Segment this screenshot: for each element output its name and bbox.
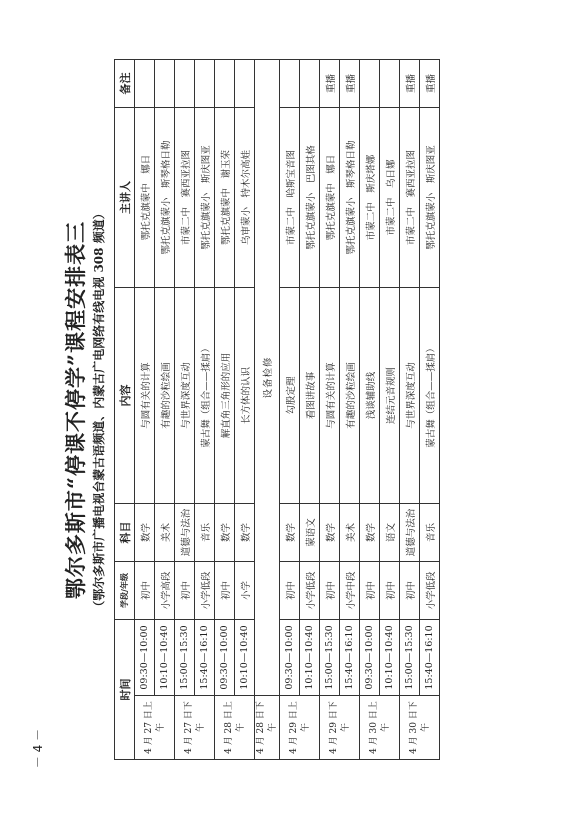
note-cell <box>155 60 175 108</box>
subject-cell: 道德与法治 <box>400 504 420 562</box>
note-cell <box>135 60 155 108</box>
time-cell: 10:10—10:40 <box>235 620 255 696</box>
table-row <box>300 60 320 760</box>
grade-cell: 初中 <box>175 562 195 620</box>
content-cell: 浅谈辅助线 <box>360 288 380 504</box>
subject-cell: 数学 <box>215 504 235 562</box>
time-cell: 09:30—10:00 <box>135 620 155 696</box>
date-cell: 4 月 27 日上午 <box>135 696 175 760</box>
header-lecturer: 主讲人 <box>115 108 135 288</box>
subject-cell: 数学 <box>235 504 255 562</box>
table-row <box>420 60 440 760</box>
table-row <box>235 60 255 760</box>
content-cell: 有趣的沙粒绘画 <box>340 288 360 504</box>
grade-cell: 初中 <box>360 562 380 620</box>
note-cell <box>215 60 235 108</box>
lecturer-cell: 市蒙二中 乌日娜 <box>380 108 400 288</box>
content-cell: 长方体的认识 <box>235 288 255 504</box>
header-content: 内容 <box>115 288 135 504</box>
table-row <box>135 60 155 760</box>
note-cell <box>235 60 255 108</box>
content-cell: 勾股定理 <box>280 288 300 504</box>
page-number: － 4 － <box>31 728 46 769</box>
note-cell <box>280 60 300 108</box>
grade-cell: 小学低段 <box>195 562 215 620</box>
time-cell: 15:00—15:30 <box>320 620 340 696</box>
header-note: 备注 <box>115 60 135 108</box>
table-row <box>215 60 235 760</box>
note-cell <box>175 60 195 108</box>
note-cell <box>195 60 215 108</box>
date-cell: 4 月 27 日下午 <box>175 696 215 760</box>
table-header-row <box>115 60 135 760</box>
lecturer-cell: 市蒙二中 哈斯宝音图 <box>280 108 300 288</box>
table-row <box>380 60 400 760</box>
time-cell: 10:10—10:40 <box>300 620 320 696</box>
subject-cell: 道德与法治 <box>175 504 195 562</box>
content-cell: 蒙古舞（组合——揉肩） <box>195 288 215 504</box>
subject-cell: 美术 <box>340 504 360 562</box>
note-cell: 重播 <box>320 60 340 108</box>
grade-cell: 小学高段 <box>155 562 175 620</box>
time-cell: 09:30—10:00 <box>360 620 380 696</box>
time-cell: 15:40—16:10 <box>420 620 440 696</box>
subject-cell: 数学 <box>320 504 340 562</box>
content-cell: 蒙古舞（组合——揉肩） <box>420 288 440 504</box>
document-title: 鄂尔多斯市“停课不停学”课程安排表三 <box>63 220 88 600</box>
table-row <box>155 60 175 760</box>
subject-cell: 音乐 <box>420 504 440 562</box>
subject-cell: 美术 <box>155 504 175 562</box>
lecturer-cell: 鄂托克旗蒙中 谢玉荣 <box>215 108 235 288</box>
header-grade: 学段/年级 <box>115 562 135 620</box>
grade-cell: 小学低段 <box>420 562 440 620</box>
header-time: 时间 <box>115 620 135 760</box>
subject-cell: 蒙语文 <box>300 504 320 562</box>
table-row <box>360 60 380 760</box>
lecturer-cell: 市蒙二中 赛西亚拉图 <box>400 108 420 288</box>
lecturer-cell: 鄂托克旗蒙小 巴图其格 <box>300 108 320 288</box>
lecturer-cell: 鄂托克旗蒙中 娜日 <box>320 108 340 288</box>
header-subject: 科目 <box>115 504 135 562</box>
lecturer-cell: 鄂托克旗蒙中 娜日 <box>135 108 155 288</box>
maintenance-cell: 设备检修 <box>255 60 280 696</box>
document-subtitle: （鄂尔多斯市广播电视台蒙古语频道、内蒙古广电网络有线电视 308 频道） <box>92 207 106 613</box>
time-cell: 09:30—10:00 <box>280 620 300 696</box>
table-row <box>400 60 420 760</box>
note-cell: 重播 <box>340 60 360 108</box>
grade-cell: 小学中段 <box>340 562 360 620</box>
content-cell: 解直角三角形的应用 <box>215 288 235 504</box>
lecturer-cell: 鄂托克旗蒙小 斯琴格日勒 <box>155 108 175 288</box>
table-row <box>320 60 340 760</box>
content-cell: 与圆有关的计算 <box>320 288 340 504</box>
subject-cell: 音乐 <box>195 504 215 562</box>
grade-cell: 初中 <box>135 562 155 620</box>
date-cell: 4 月 28 日上午 <box>215 696 255 760</box>
content-cell: 与世界深度互动 <box>400 288 420 504</box>
subject-cell: 数学 <box>360 504 380 562</box>
note-cell <box>300 60 320 108</box>
time-cell: 15:00—15:30 <box>400 620 420 696</box>
note-cell <box>380 60 400 108</box>
time-cell: 15:40—16:10 <box>195 620 215 696</box>
lecturer-cell: 市蒙二中 斯庆塔娜 <box>360 108 380 288</box>
table-row <box>175 60 195 760</box>
note-cell: 重播 <box>400 60 420 108</box>
grade-cell: 初中 <box>320 562 340 620</box>
content-cell: 与圆有关的计算 <box>135 288 155 504</box>
subject-cell: 数学 <box>280 504 300 562</box>
lecturer-cell: 乌审蒙小 特木尔高娃 <box>235 108 255 288</box>
date-cell: 4 月 29 日下午 <box>320 696 360 760</box>
note-cell: 重播 <box>420 60 440 108</box>
grade-cell: 初中 <box>280 562 300 620</box>
lecturer-cell: 鄂托克旗蒙小 斯琴格日勒 <box>340 108 360 288</box>
table-row <box>280 60 300 760</box>
lecturer-cell: 市蒙二中 赛西亚拉图 <box>175 108 195 288</box>
date-cell: 4 月 30 日上午 <box>360 696 400 760</box>
content-cell: 看图讲故事 <box>300 288 320 504</box>
time-cell: 09:30—10:00 <box>215 620 235 696</box>
content-cell: 与世界深度互动 <box>175 288 195 504</box>
date-cell: 4 月 30 日下午 <box>400 696 440 760</box>
lecturer-cell: 鄂托克旗蒙小 斯庆图亚 <box>195 108 215 288</box>
time-cell: 10:10—10:40 <box>155 620 175 696</box>
schedule-table <box>114 59 440 760</box>
content-cell: 有趣的沙粒绘画 <box>155 288 175 504</box>
lecturer-cell: 鄂托克旗蒙小 斯庆图亚 <box>420 108 440 288</box>
grade-cell: 初中 <box>215 562 235 620</box>
rotated-content <box>58 60 498 760</box>
grade-cell: 初中 <box>380 562 400 620</box>
content-cell: 连结元音规则 <box>380 288 400 504</box>
table-row <box>195 60 215 760</box>
subject-cell: 语文 <box>380 504 400 562</box>
note-cell <box>360 60 380 108</box>
date-cell: 4 月 29 日上午 <box>280 696 320 760</box>
time-cell: 15:00—15:30 <box>175 620 195 696</box>
grade-cell: 小学 <box>235 562 255 620</box>
time-cell: 10:10—10:40 <box>380 620 400 696</box>
grade-cell: 小学低段 <box>300 562 320 620</box>
date-cell: 4 月 28 日下午 <box>255 696 280 760</box>
grade-cell: 初中 <box>400 562 420 620</box>
time-cell: 15:40—16:10 <box>340 620 360 696</box>
table-row <box>340 60 360 760</box>
subject-cell: 数学 <box>135 504 155 562</box>
